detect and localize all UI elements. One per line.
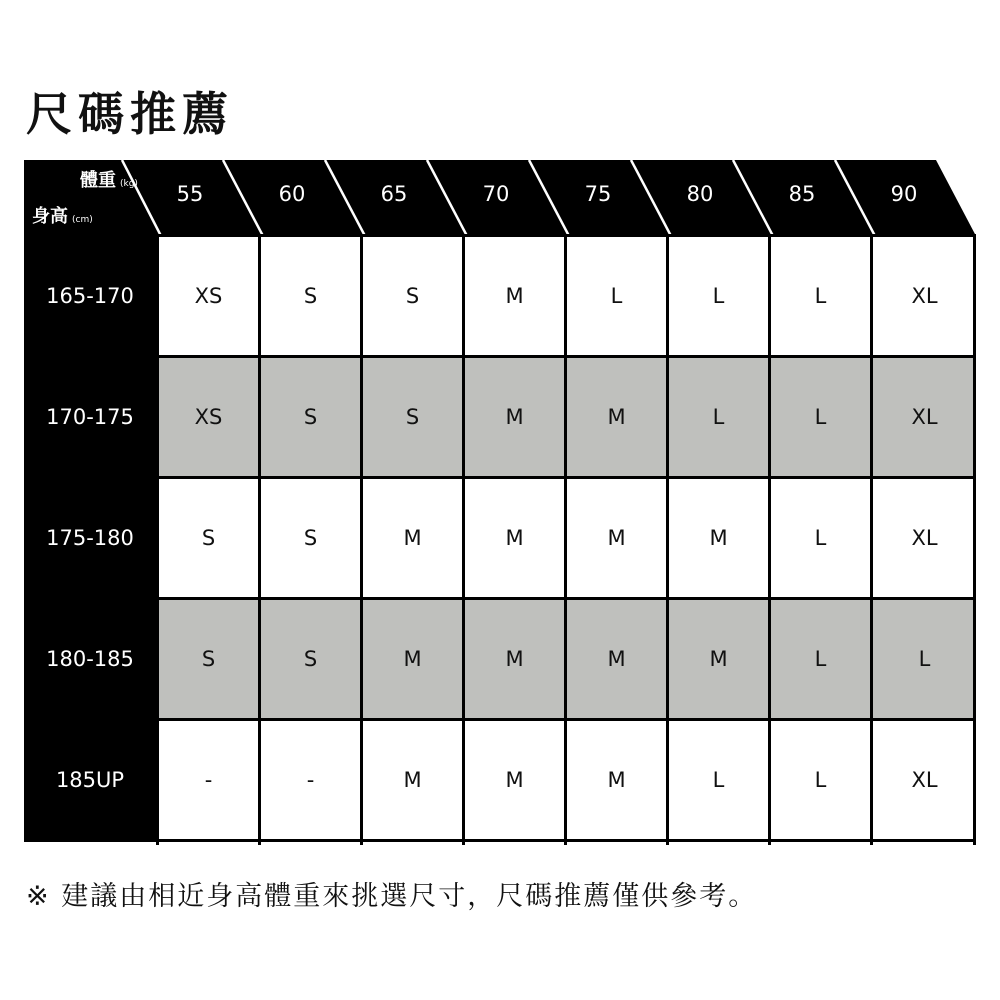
size-cell: XS: [194, 284, 223, 308]
corner-height-label: 身高 (cm): [32, 206, 93, 227]
column-divider: [360, 237, 363, 845]
row-divider: [24, 355, 976, 358]
size-cell: M: [363, 600, 462, 718]
row-height-label: 180-185: [24, 600, 156, 718]
size-cell: L: [814, 526, 827, 550]
table-row: [24, 600, 976, 721]
weight-col-label: 70: [482, 182, 510, 206]
page-title: 尺碼推薦: [26, 87, 234, 141]
size-cell: L: [771, 600, 870, 718]
size-cell: XL: [873, 358, 976, 476]
size-cell: M: [505, 526, 524, 550]
size-cell: -: [306, 768, 315, 792]
row-divider: [24, 597, 976, 600]
weight-col-label: 80: [686, 182, 714, 206]
column-divider: [564, 237, 567, 845]
row-divider: [24, 476, 976, 479]
size-cell: M: [567, 600, 666, 718]
size-cell: L: [712, 768, 725, 792]
weight-col-label: 75: [584, 182, 612, 206]
size-cell: S: [201, 526, 216, 550]
size-cell: L: [771, 358, 870, 476]
size-cell: M: [607, 768, 626, 792]
column-divider: [870, 237, 873, 845]
size-cell: M: [709, 526, 728, 550]
footnote: ※ 建議由相近身高體重來挑選尺寸，尺碼推薦僅供參考。: [26, 881, 758, 912]
row-height-label: 170-175: [24, 358, 156, 476]
size-cell: XL: [911, 768, 938, 792]
row-divider: [24, 718, 976, 721]
size-cell: L: [814, 768, 827, 792]
size-cell: M: [607, 526, 626, 550]
size-cell: M: [567, 358, 666, 476]
column-divider: [258, 237, 261, 845]
weight-header: [24, 160, 976, 236]
table-row: [24, 358, 976, 479]
size-cell: M: [465, 358, 564, 476]
column-divider: [462, 237, 465, 845]
size-cell: XS: [159, 358, 258, 476]
size-cell: S: [261, 358, 360, 476]
column-divider: [768, 237, 771, 845]
weight-col-label: 60: [278, 182, 306, 206]
size-cell: S: [159, 600, 258, 718]
size-cell: XL: [911, 284, 938, 308]
size-cell: S: [303, 526, 318, 550]
size-cell: S: [261, 600, 360, 718]
size-cell: L: [669, 358, 768, 476]
size-cell: -: [204, 768, 213, 792]
table-row: [24, 237, 976, 358]
size-cell: M: [465, 600, 564, 718]
row-height-label: 175-180: [24, 479, 156, 597]
table-row: [24, 479, 976, 600]
size-cell: L: [814, 284, 827, 308]
size-cell: XL: [911, 526, 938, 550]
size-cell: L: [712, 284, 725, 308]
size-cell: S: [405, 284, 420, 308]
size-cell: L: [610, 284, 623, 308]
size-cell: M: [403, 526, 422, 550]
column-divider: [973, 237, 976, 845]
weight-col-label: 55: [176, 182, 204, 206]
column-divider: [156, 237, 159, 845]
size-cell: M: [669, 600, 768, 718]
size-cell: M: [505, 284, 524, 308]
table-row: [24, 721, 976, 842]
size-cell: M: [403, 768, 422, 792]
row-height-label: 185UP: [24, 721, 156, 839]
size-grid: [24, 234, 976, 842]
size-cell: S: [303, 284, 318, 308]
column-divider: [666, 237, 669, 845]
size-cell: L: [873, 600, 976, 718]
size-cell: M: [505, 768, 524, 792]
weight-col-label: 65: [380, 182, 408, 206]
corner-weight-label: 體重 (kg): [80, 170, 138, 191]
weight-col-label: 90: [890, 182, 918, 206]
row-height-label: 165-170: [24, 237, 156, 355]
size-cell: S: [363, 358, 462, 476]
weight-col-label: 85: [788, 182, 816, 206]
